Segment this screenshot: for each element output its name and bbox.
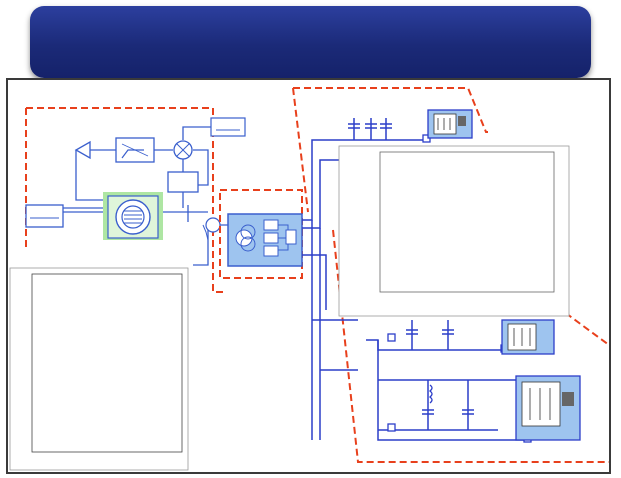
atru-block[interactable]	[228, 214, 302, 266]
root-locus-plot-area	[32, 274, 182, 452]
norm-block[interactable]	[168, 172, 198, 192]
constant-block[interactable]	[26, 205, 63, 227]
load-block-bottom[interactable]	[516, 376, 580, 440]
title-banner	[30, 6, 591, 78]
diagram-panel	[6, 78, 611, 474]
pi-controller-block[interactable]	[116, 138, 154, 162]
summing-junction	[174, 141, 192, 159]
generator-machine[interactable]	[103, 192, 163, 240]
response-plot-area	[380, 152, 554, 292]
gain-block[interactable]	[76, 142, 90, 158]
load-block-top[interactable]	[428, 110, 472, 138]
const-block[interactable]	[211, 118, 245, 136]
system-diagram	[8, 80, 609, 472]
filter-inductor	[430, 385, 432, 403]
current-sensor[interactable]	[203, 218, 220, 240]
root-locus-chart	[10, 268, 188, 470]
load-block-middle[interactable]	[502, 320, 554, 354]
voltage-response-chart	[339, 146, 569, 316]
